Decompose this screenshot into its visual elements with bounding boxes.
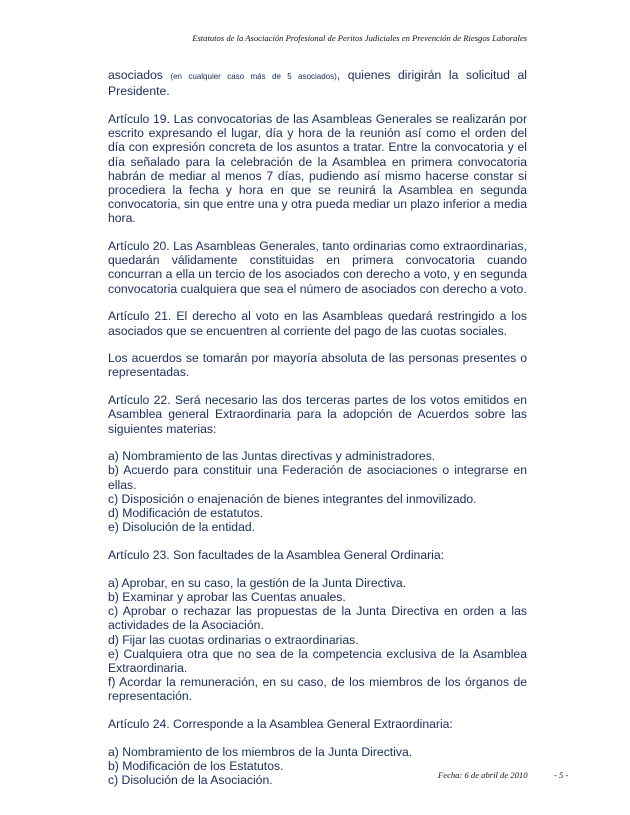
list-item: b) Examinar y aprobar las Cuentas anuales. — [108, 589, 346, 604]
list-item: c) Disolución de la Asociación. — [108, 773, 273, 788]
document-body — [108, 68, 527, 801]
list-item: d) Fijar las cuotas ordinarias o extraordinarias. — [108, 632, 359, 647]
list-item: f) Acordar la remuneración, en su caso, de los miembros de los órganos de representación. — [108, 675, 527, 704]
list-item: a) Nombramiento de las Juntas directivas y administradores. — [108, 449, 436, 464]
list-item: c) Disposición o enajenación de bienes integrantes del inmovilizado. — [108, 491, 477, 506]
list-item: a) Nombramiento de los miembros de la Junta Directiva. — [108, 744, 413, 759]
list-item: a) Aprobar, en su caso, la gestión de la Junta Directiva. — [108, 575, 407, 590]
list-item: b) Modificación de los Estatutos. — [108, 758, 284, 773]
list-item: c) Aprobar o rechazar las propuestas de la Junta Directiva en orden a las actividades de la Asociación. — [108, 604, 527, 633]
acuerdos-paragraph: Los acuerdos se tomarán por mayoría absoluta de las personas presentes o representadas. — [108, 351, 527, 380]
list-item: e) Cualquiera otra que no sea de la competencia exclusiva de la Asamblea Extraordinaria. — [108, 646, 527, 675]
article-23-list — [108, 576, 527, 704]
article-21: Artículo 21. El derecho al voto en las Asambleas quedará restringido a los asociados que se encuentren al corriente del pago de las cuotas sociales. — [108, 309, 527, 338]
intro-start: asociados — [108, 68, 163, 82]
article-20: Artículo 20. Las Asambleas Generales, tanto ordinarias como extraordinarias, quedarán válidamente constituidas en primera convocatoria cuando concurran a ella un tercio de los asociados con derecho a voto, y en segunda convocatoria cualquiera que sea el número de asociados con derecho a voto. — [108, 239, 527, 296]
article-19: Artículo 19. Las convocatorias de las Asambleas Generales se realizarán por escrito expresando el lugar, día y hora de la reunión así como el orden del día con expresión concreta de los asuntos a tratar. Entre la convocatoria y el día señalado para la celebración de la Asamblea en primera convocatoria habrán de mediar al menos 7 días, pudiendo así mismo hacerse constar si procediera la fecha y hora en que se reunirá la Asamblea en segunda convocatoria, sin que entre una y otra pueda mediar un plazo inferior a media hora. — [108, 111, 527, 226]
footer-date: Fecha: 6 de abril de 2010 — [438, 770, 528, 780]
intro-paragraph — [108, 68, 527, 98]
list-item: d) Modificación de estatutos. — [108, 506, 264, 521]
article-22-list — [108, 449, 527, 534]
article-23: Artículo 23. Son facultades de la Asamblea General Ordinaria: — [108, 547, 445, 562]
list-item: b) Acuerdo para constituir una Federación de asociaciones o integrarse en ellas. — [108, 463, 527, 492]
article-24-list — [108, 745, 527, 788]
article-22: Artículo 22. Será necesario las dos terceras partes de los votos emitidos en Asamblea general Extraordinaria para la adopción de Acuerdos sobre las siguientes materias: — [108, 393, 527, 436]
intro-end: , quienes dirigirán la solicitud al Presidente. — [108, 68, 527, 99]
intro-parenthetical: (en cualquier caso más de 5 asociados) — [170, 72, 337, 81]
running-header: Estatutos de la Asociación Profesional de Peritos Judiciales en Prevención de Riesgos Laborales — [192, 33, 527, 43]
list-item: e) Disolución de la entidad. — [108, 520, 256, 535]
article-24: Artículo 24. Corresponde a la Asamblea General Extraordinaria: — [108, 717, 453, 732]
page-number: - 5 - — [554, 770, 569, 780]
